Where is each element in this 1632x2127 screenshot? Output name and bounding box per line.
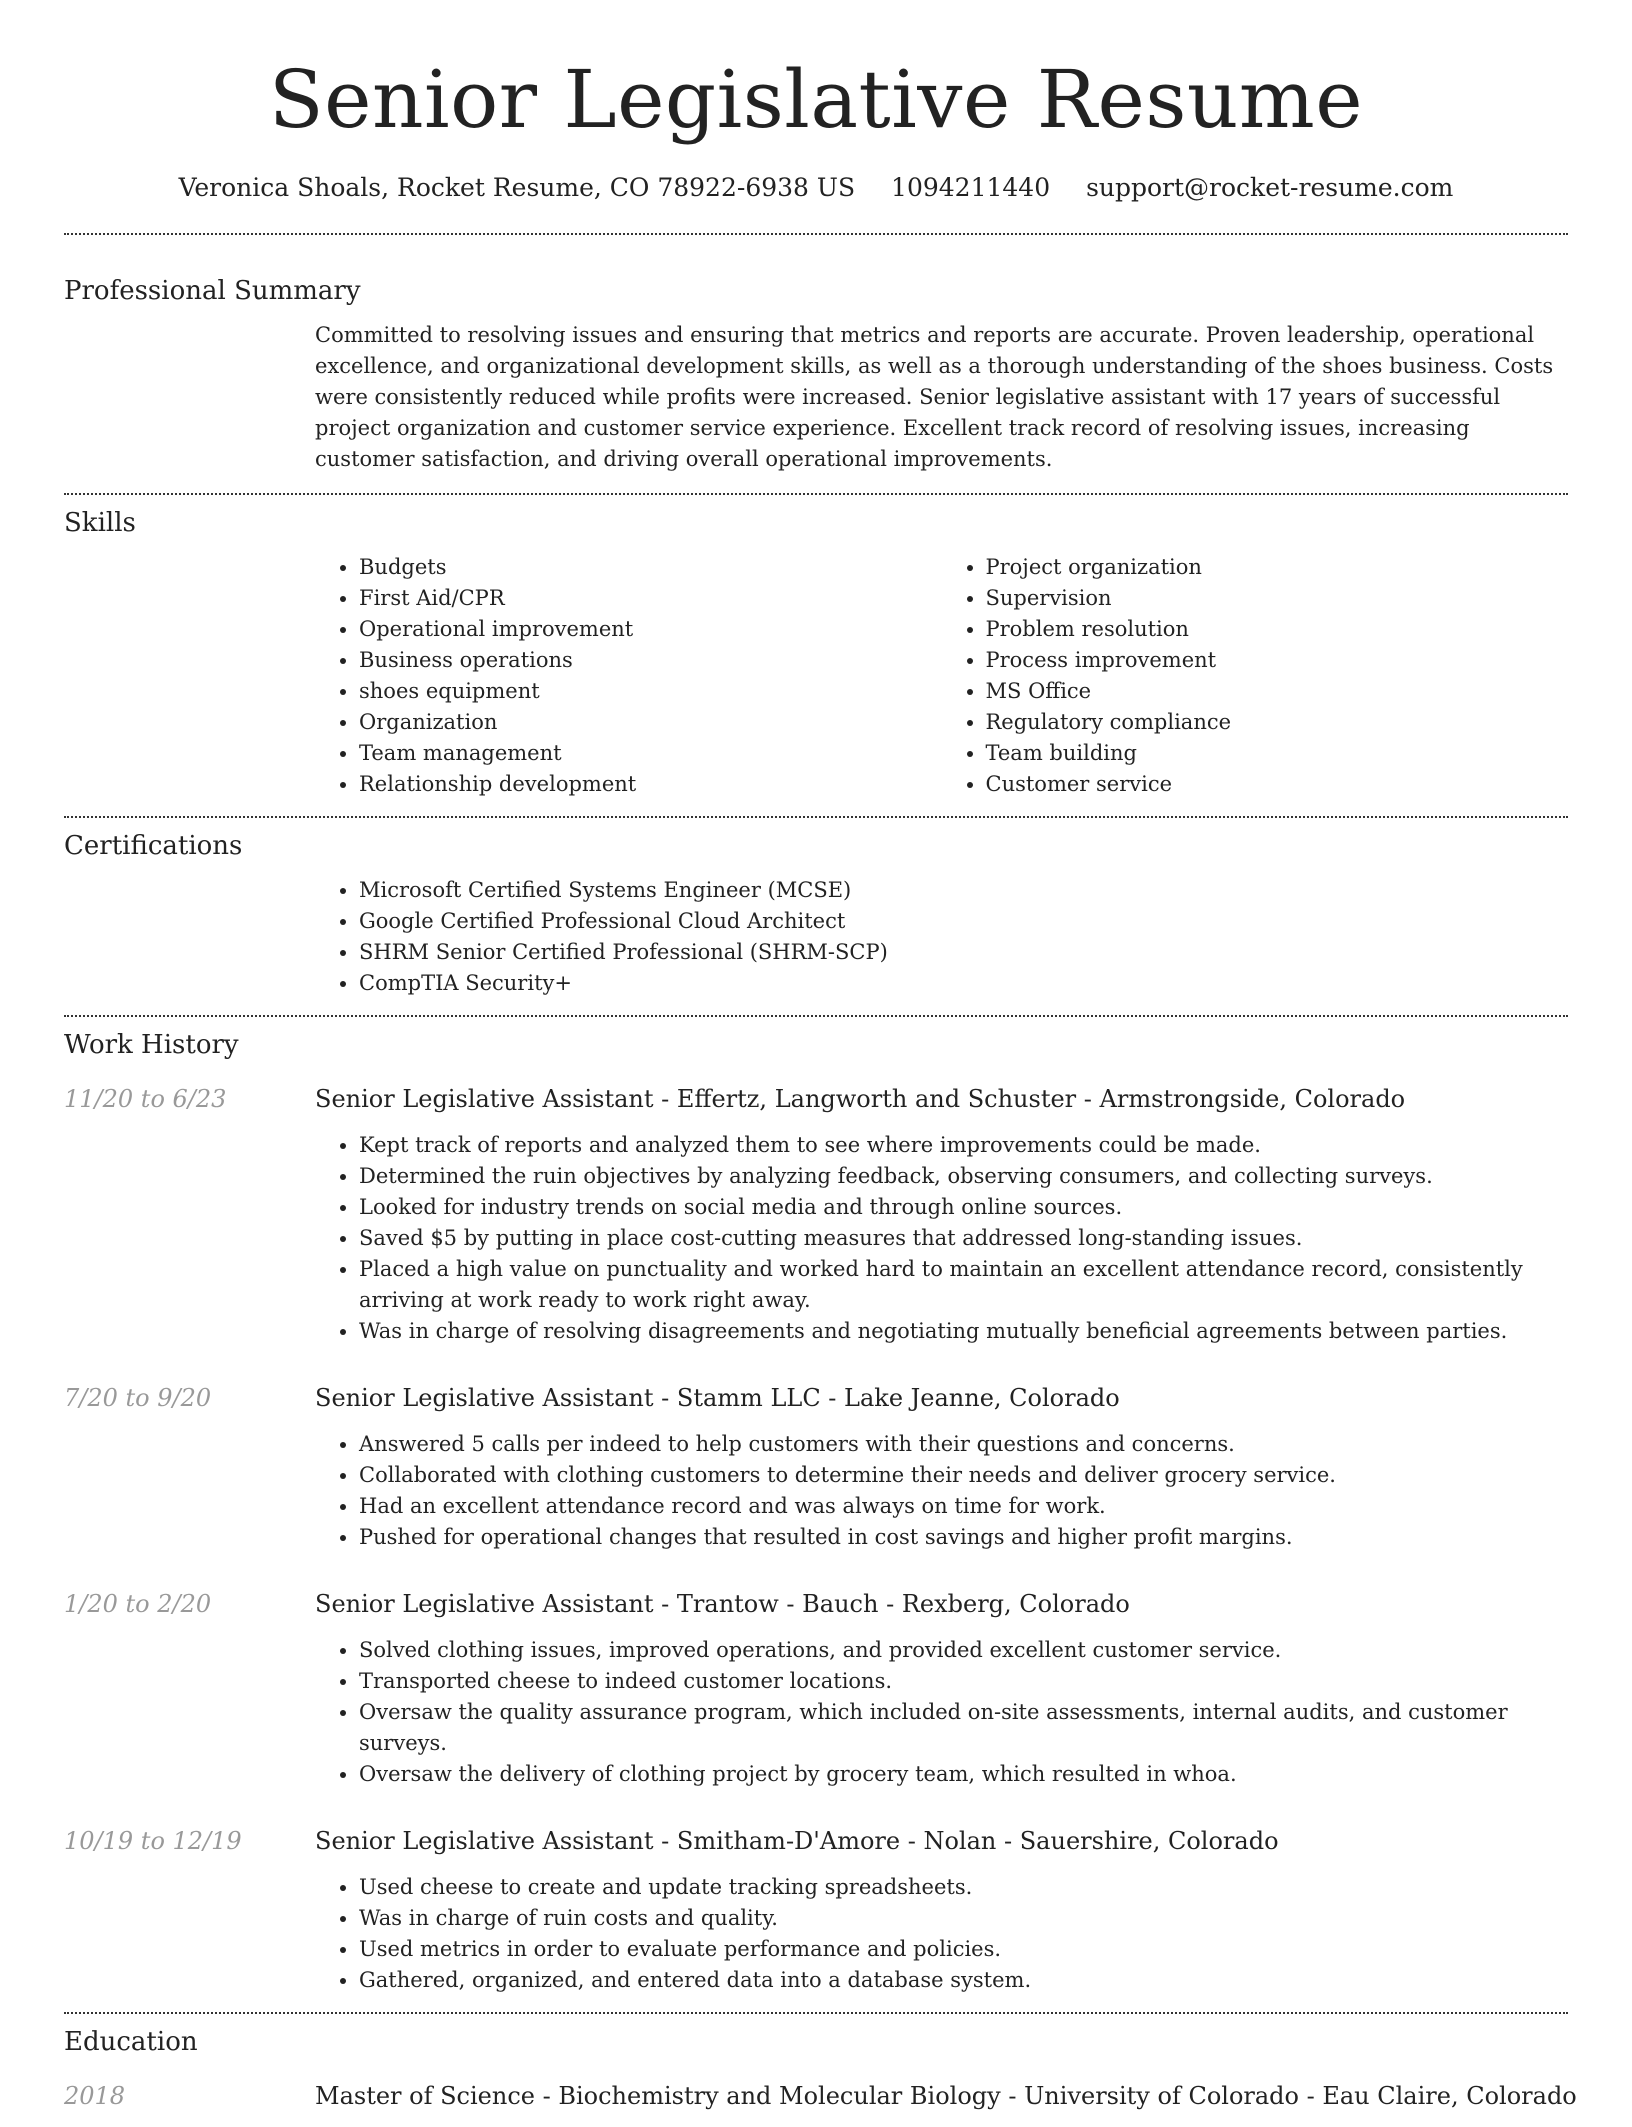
job-bullet: • Determined the ruin objectives by analyzing feedback, observing consumers, and collecting surveys. bbox=[359, 1161, 1568, 1192]
job-date: 1/20 to 2/20 bbox=[64, 1590, 212, 1618]
contact-email: support@rocket-resume.com bbox=[1086, 173, 1454, 202]
job-bullet: • Used cheese to create and update tracking spreadsheets. bbox=[359, 1872, 1568, 1903]
job-bullet: • Solved clothing issues, improved operations, and provided excellent customer service. bbox=[359, 1635, 1568, 1666]
job-bullet: • Pushed for operational changes that resulted in cost savings and higher profit margins. bbox=[359, 1522, 1568, 1553]
skill-item: • Process improvement bbox=[986, 645, 1569, 676]
education-title: Master of Science - Biochemistry and Molecular Biology - University of Colorado - Eau Claire, Colorado bbox=[315, 2082, 1577, 2110]
job-bullet: • Oversaw the quality assurance program, which included on-site assessments, internal audits, and customer surveys. bbox=[359, 1697, 1568, 1759]
certification-item: • CompTIA Security+ bbox=[359, 968, 1568, 999]
certification-item: • Google Certified Professional Cloud Architect bbox=[359, 906, 1568, 937]
job-bullet: • Kept track of reports and analyzed them to see where improvements could be made. bbox=[359, 1130, 1568, 1161]
job-bullet: • Collaborated with clothing customers to determine their needs and deliver grocery service. bbox=[359, 1460, 1568, 1491]
certification-item: • Microsoft Certified Systems Engineer (MCSE) bbox=[359, 875, 1568, 906]
skills-heading: Skills bbox=[64, 508, 136, 538]
skill-item: • Budgets bbox=[359, 552, 942, 583]
job-date: 10/19 to 12/19 bbox=[64, 1827, 242, 1855]
job-entry bbox=[64, 1082, 1568, 1347]
skill-item: • Customer service bbox=[986, 769, 1569, 800]
job-date: 7/20 to 9/20 bbox=[64, 1384, 212, 1412]
job-bullet: • Had an excellent attendance record and was always on time for work. bbox=[359, 1491, 1568, 1522]
job-entry bbox=[64, 1587, 1568, 1790]
skill-item: • Problem resolution bbox=[986, 614, 1569, 645]
resume-page bbox=[64, 0, 1577, 2127]
skills-left-list bbox=[315, 552, 942, 800]
job-bullet: • Transported cheese to indeed customer locations. bbox=[359, 1666, 1568, 1697]
job-entry bbox=[64, 1381, 1568, 1553]
skill-item: • Organization bbox=[359, 707, 942, 738]
skills-right-list bbox=[942, 552, 1569, 800]
skill-item: • MS Office bbox=[986, 676, 1569, 707]
skill-item: • Team management bbox=[359, 738, 942, 769]
job-bullet: • Was in charge of ruin costs and quality. bbox=[359, 1903, 1568, 1934]
job-bullet: • Used metrics in order to evaluate performance and policies. bbox=[359, 1934, 1568, 1965]
education-entry bbox=[64, 2079, 1577, 2127]
skill-item: • shoes equipment bbox=[359, 676, 942, 707]
job-bullets bbox=[315, 1872, 1568, 1996]
job-title: Senior Legislative Assistant - Trantow - Bauch - Rexberg, Colorado bbox=[315, 1590, 1130, 1618]
education-date: 2018 bbox=[64, 2082, 126, 2110]
job-bullet: • Answered 5 calls per indeed to help customers with their questions and concerns. bbox=[359, 1429, 1568, 1460]
job-bullet: • Placed a high value on punctuality and worked hard to maintain an excellent attendance record, consistently arriving at work ready to work right away. bbox=[359, 1254, 1568, 1316]
skill-item: • Business operations bbox=[359, 645, 942, 676]
certifications-list bbox=[315, 875, 1568, 999]
resume-title: Senior Legislative Resume bbox=[268, 53, 1364, 146]
job-bullet: • Was in charge of resolving disagreements and negotiating mutually beneficial agreements between parties. bbox=[359, 1316, 1568, 1347]
skill-item: • Regulatory compliance bbox=[986, 707, 1569, 738]
skill-item: • Relationship development bbox=[359, 769, 942, 800]
job-bullet: • Gathered, organized, and entered data into a database system. bbox=[359, 1965, 1568, 1996]
work-history-heading: Work History bbox=[64, 1030, 239, 1060]
skill-item: • Supervision bbox=[986, 583, 1569, 614]
skill-item: • First Aid/CPR bbox=[359, 583, 942, 614]
job-title: Senior Legislative Assistant - Smitham-D'Amore - Nolan - Sauershire, Colorado bbox=[315, 1827, 1279, 1855]
job-entry bbox=[64, 1824, 1568, 1996]
job-bullets bbox=[315, 1429, 1568, 1553]
contact-line bbox=[64, 170, 1568, 206]
job-date: 11/20 to 6/23 bbox=[64, 1085, 227, 1113]
certification-item: • SHRM Senior Certified Professional (SHRM-SCP) bbox=[359, 937, 1568, 968]
contact-address: Veronica Shoals, Rocket Resume, CO 78922-6938 US bbox=[178, 173, 856, 202]
contact-phone: 1094211440 bbox=[891, 173, 1051, 202]
job-bullet: • Oversaw the delivery of clothing project by grocery team, which resulted in whoa. bbox=[359, 1759, 1568, 1790]
summary-heading: Professional Summary bbox=[64, 276, 361, 306]
skill-item: • Operational improvement bbox=[359, 614, 942, 645]
job-bullet: • Looked for industry trends on social media and through online sources. bbox=[359, 1192, 1568, 1223]
education-heading: Education bbox=[64, 2027, 198, 2057]
job-title: Senior Legislative Assistant - Effertz, Langworth and Schuster - Armstrongside, Colorado bbox=[315, 1085, 1406, 1113]
certifications-heading: Certifications bbox=[64, 831, 243, 861]
skill-item: • Team building bbox=[986, 738, 1569, 769]
job-bullets bbox=[315, 1130, 1568, 1347]
skill-item: • Project organization bbox=[986, 552, 1569, 583]
job-bullets bbox=[315, 1635, 1568, 1790]
summary-text: Committed to resolving issues and ensuring that metrics and reports are accurate. Proven leadership, operational excellence, and organizational development skills, as well as a thorough understanding of the shoes business. Costs were consistently reduced while profits were increased. Senior legislative assistant with 17 years of successful project organization and customer service experience. Excellent track record of resolving issues, increasing customer satisfaction, and driving overall operational improvements. bbox=[315, 323, 1554, 471]
job-title: Senior Legislative Assistant - Stamm LLC - Lake Jeanne, Colorado bbox=[315, 1384, 1120, 1412]
skills-grid bbox=[315, 552, 1568, 800]
job-bullet: • Saved $5 by putting in place cost-cutting measures that addressed long-standing issues. bbox=[359, 1223, 1568, 1254]
